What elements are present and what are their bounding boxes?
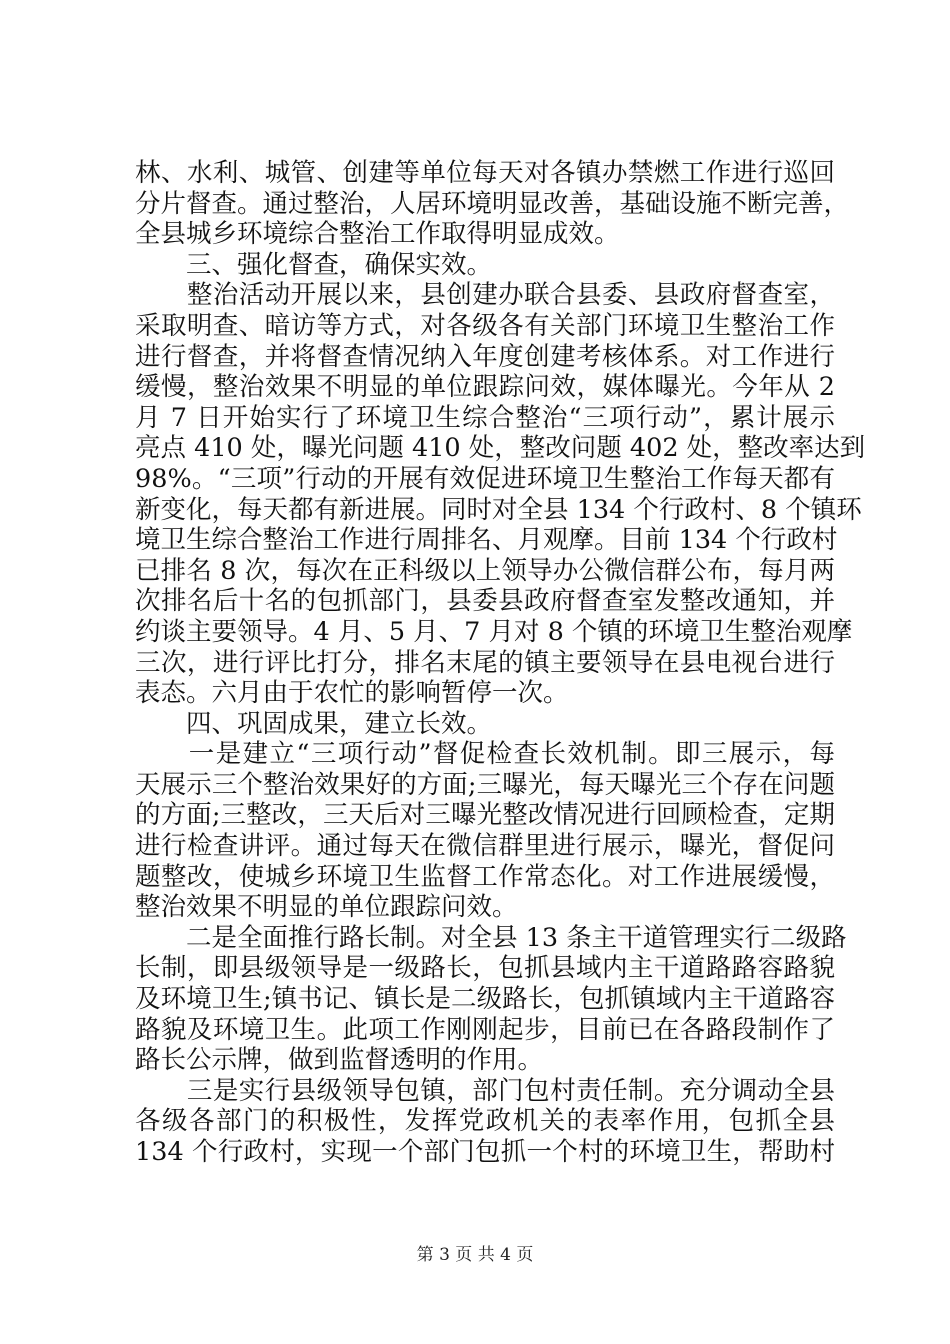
text-line: 二是全面推行路长制。对全县 13 条主干道管理实行二级路: [135, 922, 847, 953]
text-line: 四、巩固成果，建立长效。: [135, 708, 493, 739]
text-line: 新变化，每天都有新进展。同时对全县 134 个行政村、8 个镇环: [135, 494, 862, 525]
text-line: 整治效果不明显的单位跟踪问效。: [135, 892, 518, 923]
text-line: 三、强化督查，确保实效。: [135, 249, 493, 280]
text-line: 全县城乡环境综合整治工作取得明显成效。: [135, 219, 620, 250]
text-line: 月 7 日开始实行了环境卫生综合整治“三项行动”，累计展示: [135, 402, 835, 433]
text-line: 进行督查，并将督查情况纳入年度创建考核体系。对工作进行: [135, 341, 835, 372]
text-line: 缓慢，整治效果不明显的单位跟踪问效，媒体曝光。今年从 2: [135, 372, 835, 403]
text-line: 次排名后十名的包抓部门，县委县政府督查室发整改通知，并: [135, 586, 835, 617]
text-line: 及环境卫生;镇书记、镇长是二级路长，包抓镇域内主干道路容: [135, 984, 835, 1015]
text-line: 各级各部门的积极性，发挥党政机关的表率作用，包抓全县: [135, 1106, 835, 1137]
page-number-label: 第 3 页 共 4 页: [416, 1245, 534, 1265]
text-line: 林、水利、城管、创建等单位每天对各镇办禁燃工作进行巡回: [135, 158, 835, 188]
text-line: 表态。六月由于农忙的影响暂停一次。: [135, 678, 569, 709]
text-line: 分片督查。通过整治，人居环境明显改善，基础设施不断完善，: [135, 188, 850, 219]
text-line: 三次，进行评比打分，排名末尾的镇主要领导在县电视台进行: [135, 647, 835, 678]
text-line: 的方面;三整改，三天后对三曝光整改情况进行回顾检查，定期: [135, 800, 835, 831]
document-body: [135, 158, 866, 1168]
text-line: 路长公示牌，做到监督透明的作用。: [135, 1045, 544, 1076]
text-line: 134 个行政村，实现一个部门包抓一个村的环境卫生，帮助村: [135, 1137, 835, 1167]
text-line: 一是建立“三项行动”督促检查长效机制。即三展示，每: [135, 739, 835, 770]
text-line: 境卫生综合整治工作进行周排名、月观摩。目前 134 个行政村: [135, 525, 838, 556]
text-line: 采取明查、暗访等方式，对各级各有关部门环境卫生整治工作: [135, 310, 835, 341]
text-line: 98%。“三项”行动的开展有效促进环境卫生整治工作每天都有: [135, 463, 835, 494]
text-line: 路貌及环境卫生。此项工作刚刚起步，目前已在各路段制作了: [135, 1014, 835, 1045]
text-line: 已排名 8 次，每次在正科级以上领导办公微信群公布，每月两: [135, 555, 835, 586]
text-line: 整治活动开展以来，县创建办联合县委、县政府督查室，: [135, 280, 835, 311]
text-line: 三是实行县级领导包镇，部门包村责任制。充分调动全县: [135, 1075, 835, 1106]
text-line: 约谈主要领导。4 月、5 月、7 月对 8 个镇的环境卫生整治观摩: [135, 616, 853, 647]
text-line: 题整改，使城乡环境卫生监督工作常态化。对工作进展缓慢，: [135, 861, 835, 892]
text-line: 进行检查讲评。通过每天在微信群里进行展示，曝光，督促问: [135, 831, 835, 862]
text-line: 长制，即县级领导是一级路长，包抓县域内主干道路路容路貌: [135, 953, 835, 984]
text-line: 天展示三个整治效果好的方面;三曝光，每天曝光三个存在问题: [135, 769, 835, 800]
text-line: 亮点 410 处，曝光问题 410 处，整改问题 402 处，整改率达到: [135, 433, 866, 464]
page-footer: [0, 1245, 950, 1265]
